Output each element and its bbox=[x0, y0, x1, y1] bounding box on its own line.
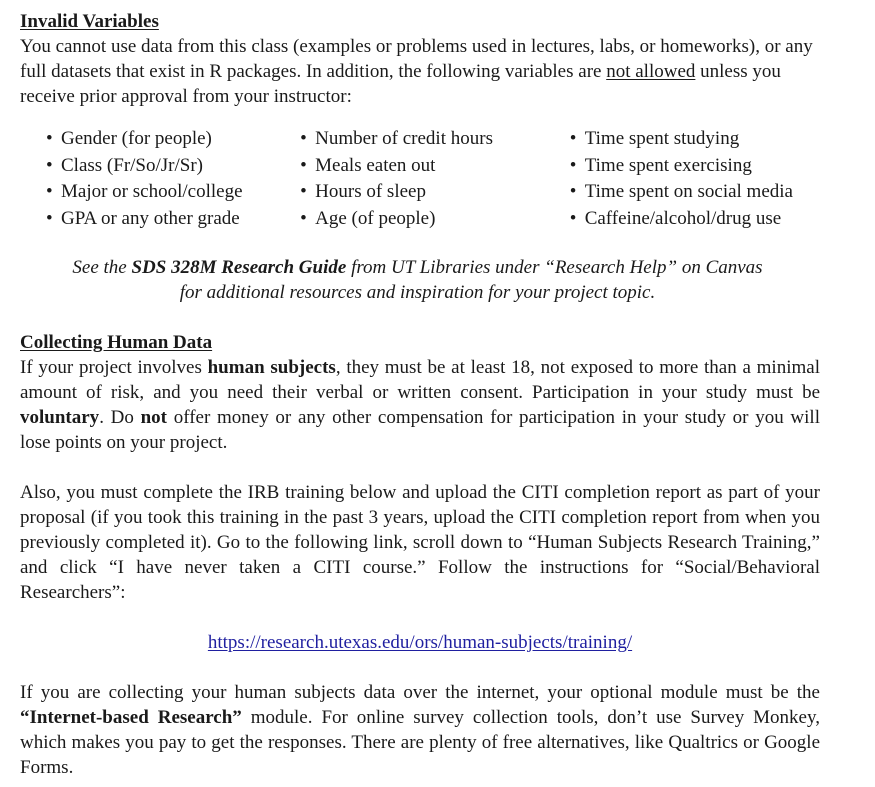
research-guide-note bbox=[0, 255, 835, 305]
collecting-human-data-heading: Collecting Human Data bbox=[20, 332, 213, 353]
disallowed-variables-list bbox=[46, 126, 820, 232]
bullet-icon: • bbox=[300, 154, 307, 176]
list-item: • Caffeine/alcohol/drug use bbox=[570, 206, 820, 233]
intro-text-b: unless you receive prior approval from your instructor: bbox=[20, 61, 781, 107]
citi-training-link[interactable]: https://research.utexas.edu/ors/human-subjects/training/ bbox=[207, 632, 633, 653]
bullet-icon: • bbox=[569, 154, 577, 176]
bullet-icon: • bbox=[569, 207, 577, 229]
list-item: • Meals eaten out bbox=[300, 153, 570, 180]
bullet-icon: • bbox=[300, 181, 307, 202]
bullet-icon: • bbox=[569, 181, 577, 202]
bullet-column-1 bbox=[46, 126, 300, 232]
collecting-human-data-section bbox=[20, 330, 820, 780]
bullet-icon: • bbox=[46, 154, 53, 176]
list-item: • Gender (for people) bbox=[46, 126, 300, 153]
bullet-icon: • bbox=[569, 128, 577, 149]
research-guide-title: SDS 328M Research Guide bbox=[131, 257, 347, 278]
list-item: • GPA or any other grade bbox=[46, 206, 300, 233]
human-subjects-paragraph: If your project involves human subjects, they must be at least 18, not exposed to more than a minimal amount of risk, and you need their verbal or written consent. Participation in your study must be voluntary. Do not offer money or any other compensation for participation in your study or you will lose points on your project. bbox=[20, 357, 820, 453]
invalid-variables-intro bbox=[20, 34, 820, 109]
bullet-icon: • bbox=[46, 181, 53, 202]
document-page bbox=[20, 9, 820, 780]
list-item: • Number of credit hours bbox=[300, 126, 570, 153]
list-item: • Major or school/college bbox=[46, 179, 300, 206]
invalid-variables-heading: Invalid Variables bbox=[20, 11, 159, 32]
list-item: • Class (Fr/So/Jr/Sr) bbox=[46, 153, 300, 180]
bullet-icon: • bbox=[300, 128, 307, 149]
research-guide-line-1: See the SDS 328M Research Guide from UT Libraries under “Research Help” on Canvas bbox=[72, 257, 763, 278]
irb-training-paragraph: Also, you must complete the IRB training below and upload the CITI completion report as part of your proposal (if you took this training in the past 3 years, upload the CITI completion report from when you previously completed it). Go to the following link, scroll down to “Human Subjects Research Training,” and click “I have never taken a CITI course.” Follow the instructions for “Social/Behavioral Researchers”: bbox=[20, 482, 820, 603]
bullet-icon: • bbox=[46, 128, 53, 149]
research-guide-line-2: for additional resources and inspiration for your project topic. bbox=[179, 282, 656, 303]
internet-research-paragraph: If you are collecting your human subjects data over the internet, your optional module must be the “Internet-based Research” module. For online survey collection tools, don’t use Survey Monkey, which makes you pay to get the responses. There are plenty of free alternatives, like Qualtrics or Google Forms. bbox=[20, 682, 820, 778]
list-item: • Age (of people) bbox=[300, 206, 570, 233]
bullet-icon: • bbox=[300, 207, 307, 229]
bullet-icon: • bbox=[46, 207, 53, 229]
list-item: • Time spent exercising bbox=[570, 153, 820, 180]
bullet-column-3 bbox=[570, 126, 820, 232]
list-item: • Hours of sleep bbox=[300, 179, 570, 206]
not-allowed-text: not allowed bbox=[606, 61, 696, 82]
intro-text-a: You cannot use data from this class (examples or problems used in lectures, labs, or homeworks), or any full datasets that exist in R packages. In addition, the following variables are bbox=[20, 36, 813, 82]
list-item: • Time spent studying bbox=[570, 126, 820, 153]
list-item: • Time spent on social media bbox=[570, 179, 820, 206]
bullet-column-2 bbox=[300, 126, 570, 232]
training-link-line bbox=[20, 630, 820, 655]
